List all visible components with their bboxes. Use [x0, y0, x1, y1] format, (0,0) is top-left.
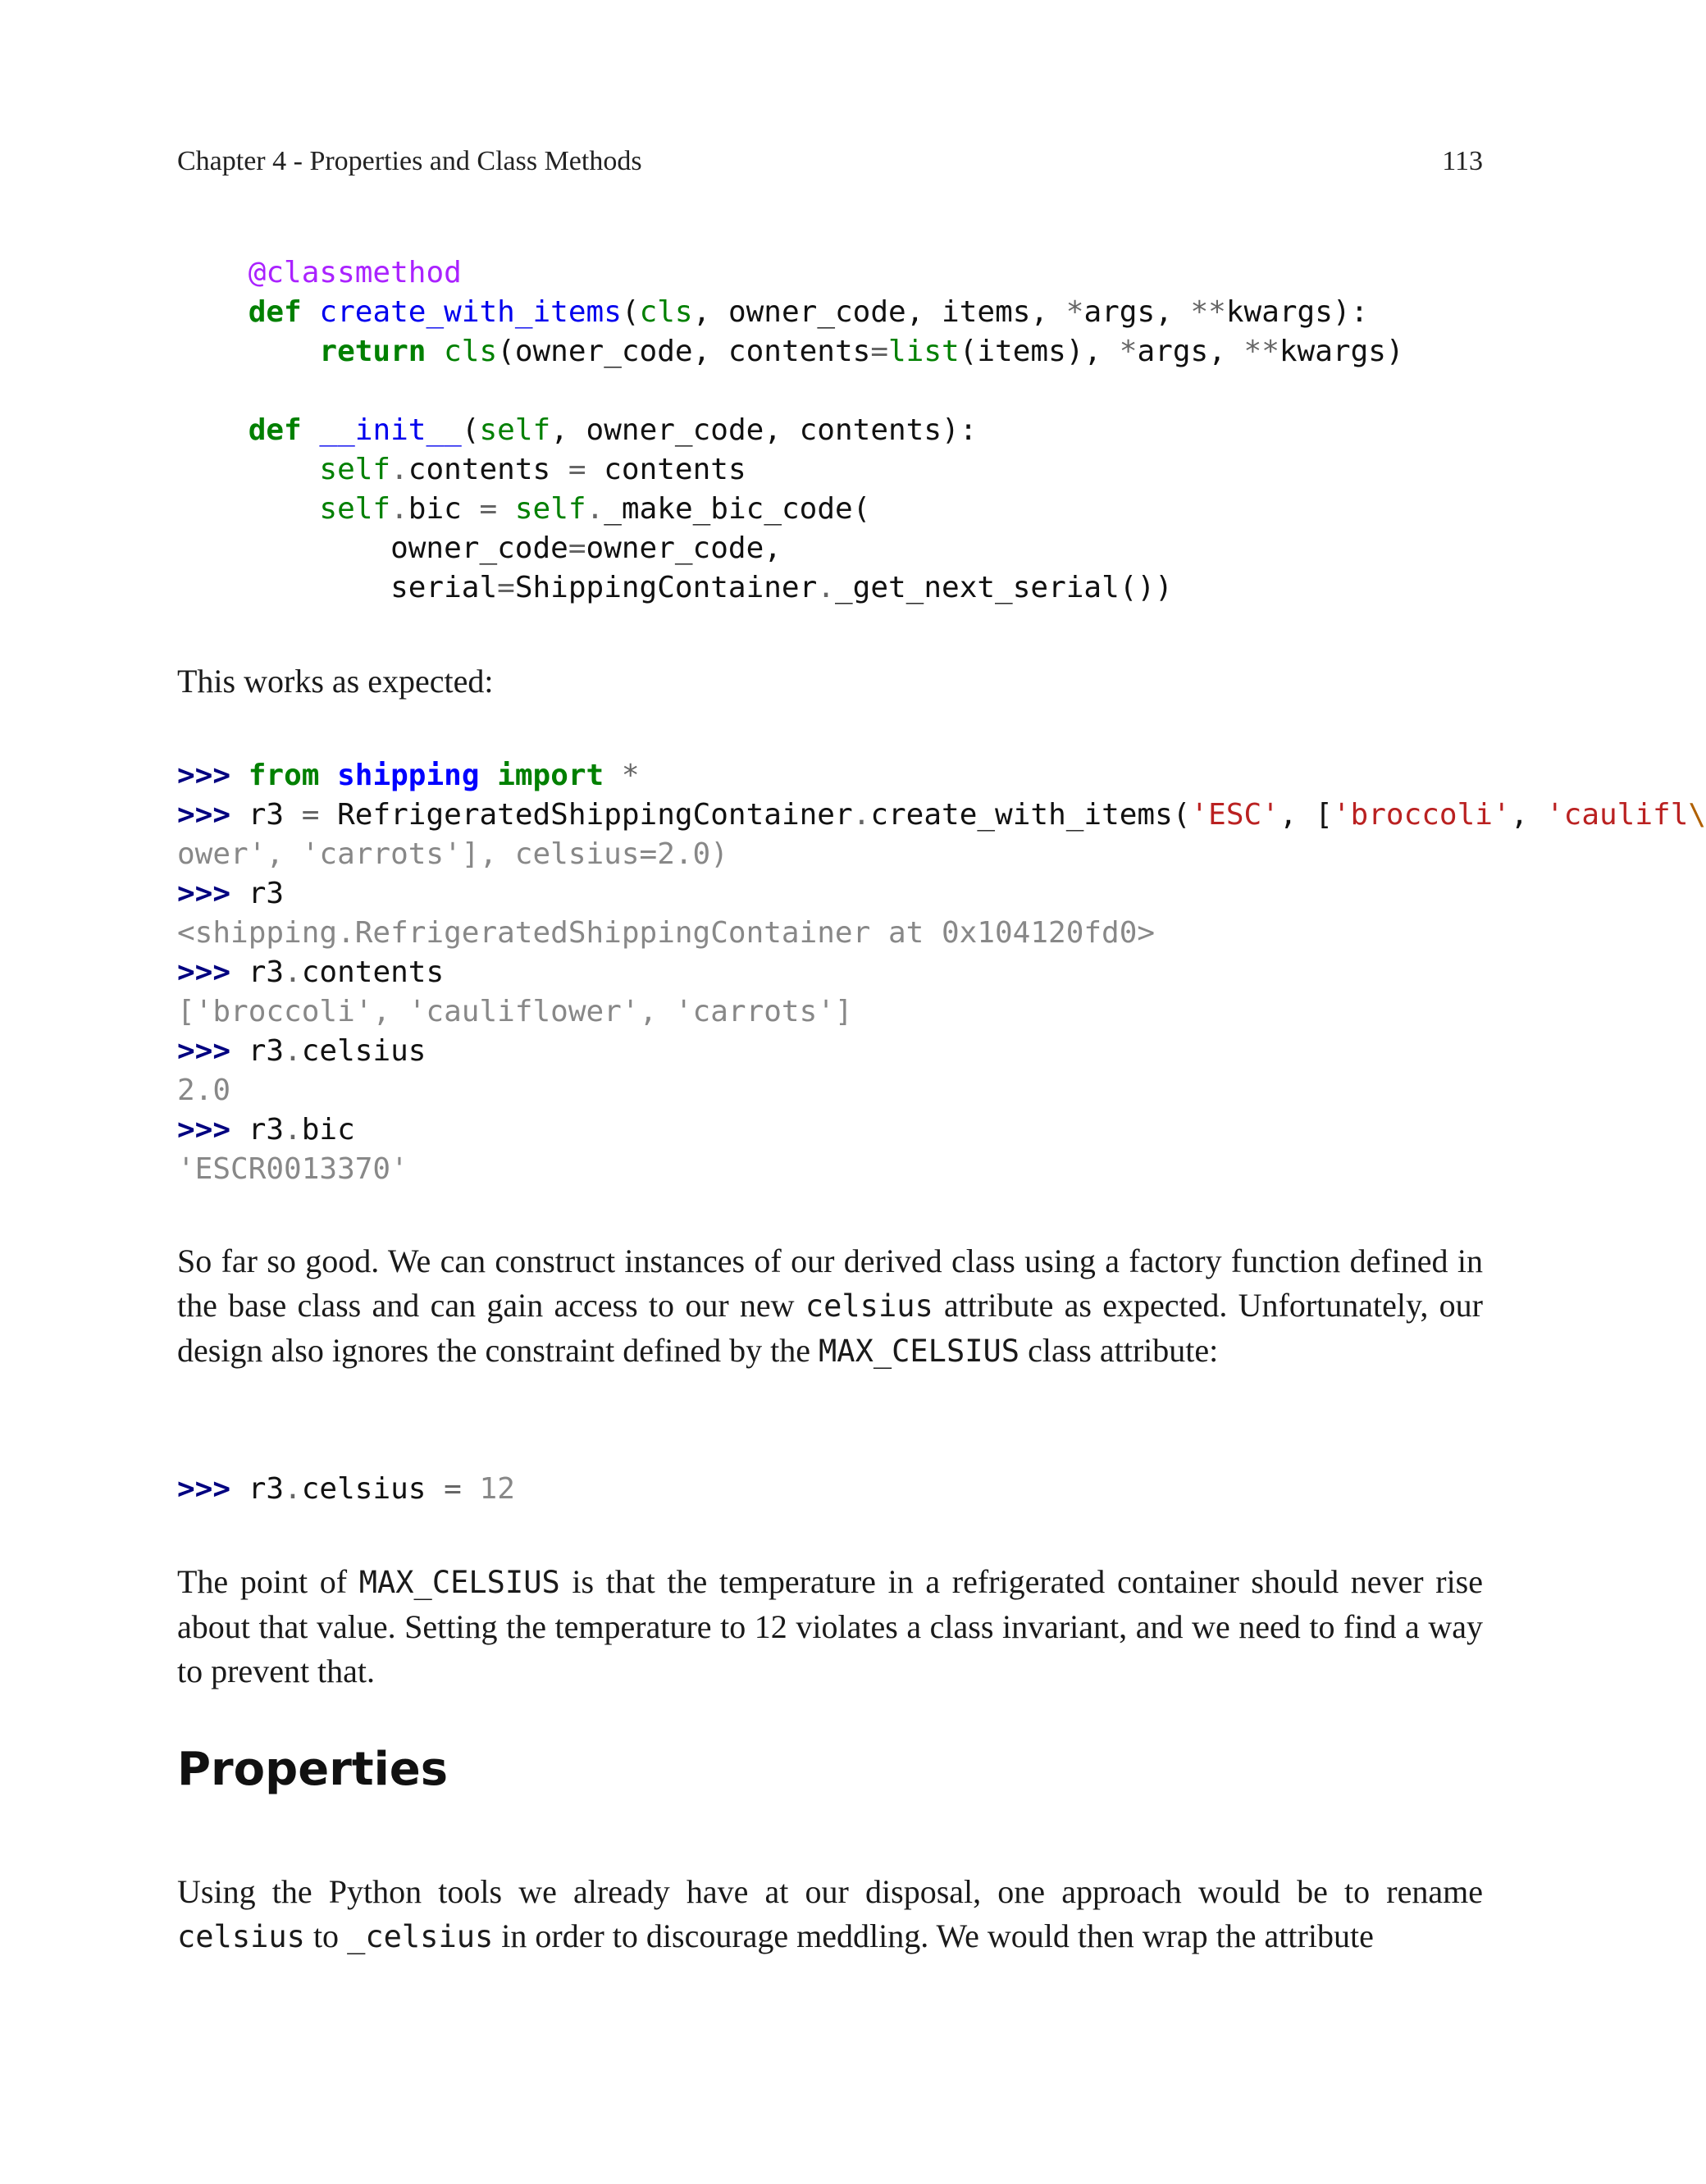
page-header	[177, 146, 1483, 187]
inline-code: MAX_CELSIUS	[819, 1334, 1020, 1369]
repl-output: ['broccoli', 'cauliflower', 'carrots']	[177, 995, 853, 1028]
repl-line: >>> r3	[177, 877, 285, 910]
repl-line: >>> r3.contents	[177, 955, 445, 989]
inline-code: MAX_CELSIUS	[358, 1565, 560, 1600]
text-span: So far so good. We can construct instances of our derived class using a factory function defined in the base class and can gain access to our new	[177, 1242, 1483, 1324]
section-heading-properties: Properties	[177, 1743, 449, 1796]
code-line: @classmethod	[248, 256, 462, 290]
paragraph-max-celsius	[177, 1560, 1483, 1694]
page-number: 113	[1442, 146, 1483, 176]
code-line: self.bic = self._make_bic_code(	[319, 492, 871, 526]
repl-line: ower', 'carrots'], celsius=2.0)	[177, 837, 728, 871]
code-line: def __init__(self, owner_code, contents):	[248, 413, 978, 447]
inline-code: _celsius	[347, 1919, 494, 1954]
code-line	[177, 372, 1404, 411]
repl-line: >>> r3 = RefrigeratedShippingContainer.create_with_items('ESC', ['broccoli', 'caulifl\	[177, 798, 1706, 832]
code-line: self.contents = contents	[319, 453, 746, 486]
paragraph-so-far-so-good	[177, 1239, 1483, 1374]
text-span: attribute as expected. Unfortunately, our design also ignores the constraint defined by the	[177, 1287, 1484, 1369]
repl-line: >>> r3.celsius = 12	[177, 1472, 515, 1506]
code-block-classmethod	[177, 253, 1404, 608]
text-span: in order to discourage meddling. We would then wrap the attribute	[493, 1917, 1374, 1954]
chapter-title: Chapter 4 - Properties and Class Methods	[177, 146, 642, 176]
repl-output: 2.0	[177, 1074, 231, 1107]
repl-output: <shipping.RefrigeratedShippingContainer at 0x104120fd0>	[177, 916, 1156, 950]
text-span: Using the Python tools we already have at our disposal, one approach would be to rename	[177, 1873, 1483, 1910]
repl-line: >>> from shipping import *	[177, 759, 640, 792]
code-line: serial=ShippingContainer._get_next_serial())	[177, 571, 1173, 604]
repl-line: >>> r3.celsius	[177, 1034, 426, 1068]
repl-session-2	[177, 1470, 515, 1509]
text-span: class attribute:	[1019, 1332, 1219, 1369]
code-line: return cls(owner_code, contents=list(items), *args, **kwargs)	[319, 335, 1404, 368]
paragraph-python-tools	[177, 1870, 1483, 1959]
text-span: The point of	[177, 1563, 359, 1600]
text-span: to	[304, 1917, 348, 1954]
repl-session-1	[177, 756, 1706, 1189]
inline-code: celsius	[805, 1288, 933, 1324]
code-line: def create_with_items(cls, owner_code, items, *args, **kwargs):	[248, 295, 1369, 329]
inline-code: celsius	[177, 1919, 305, 1954]
text-span: is that the temperature in a refrigerated container should never rise about that value. Setting the temperature to 12 violates a class invariant, and we need to find a way to prevent that.	[177, 1563, 1484, 1689]
repl-output: 'ESCR0013370'	[177, 1152, 408, 1186]
paragraph-works-as-expected: This works as expected:	[177, 663, 494, 700]
repl-line: >>> r3.bic	[177, 1113, 355, 1147]
code-line: owner_code=owner_code,	[177, 531, 782, 565]
